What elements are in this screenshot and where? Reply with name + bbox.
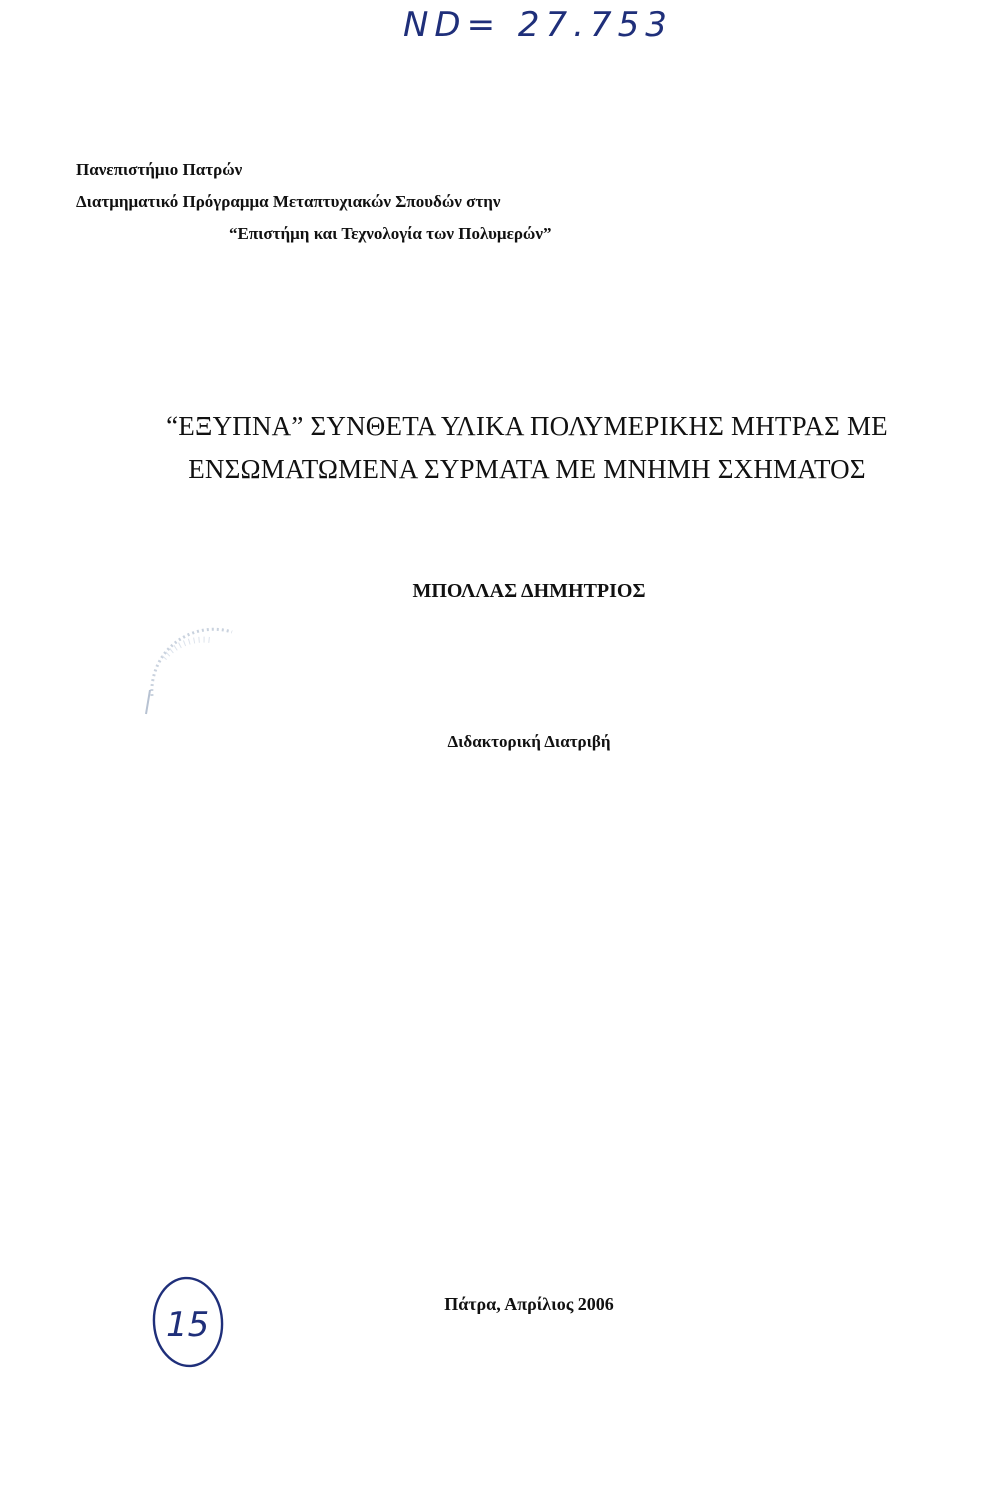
university-name: Πανεπιστήμιο Πατρών — [76, 160, 243, 179]
thesis-title — [0, 405, 1002, 491]
handwritten-circled-number-text: 15 — [166, 1305, 210, 1345]
handwritten-accession-code-text: ND= 27.753 — [403, 5, 673, 45]
program-subject: “Επιστήμη και Τεχνολογία των Πολυμερών” — [229, 224, 552, 243]
institution-header — [76, 154, 551, 250]
place-and-date: Πάτρα, Απρίλιος 2006 — [444, 1294, 614, 1314]
handwritten-accession-code — [395, 0, 725, 50]
thesis-title-line-2: ΕΝΣΩΜΑΤΩΜΕΝΑ ΣΥΡΜΑΤΑ ΜΕ ΜΝΗΜΗ ΣΧΗΜΑΤΟΣ — [188, 454, 866, 484]
author-name: ΜΠΟΛΛΑΣ ΔΗΜΗΤΡΙΟΣ — [412, 580, 646, 602]
handwritten-circled-number — [148, 1272, 232, 1368]
document-type: Διδακτορική Διατριβή — [447, 732, 611, 751]
thesis-title-line-1: “ΕΞΥΠΝΑ” ΣΥΝΘΕΤΑ ΥΛΙΚΑ ΠΟΛΥΜΕΡΙΚΗΣ ΜΗΤΡΑΣ ΜΕ — [166, 411, 888, 441]
program-line: Διατμηματικό Πρόγραμμα Μεταπτυχιακών Σπουδών στην — [76, 192, 501, 211]
